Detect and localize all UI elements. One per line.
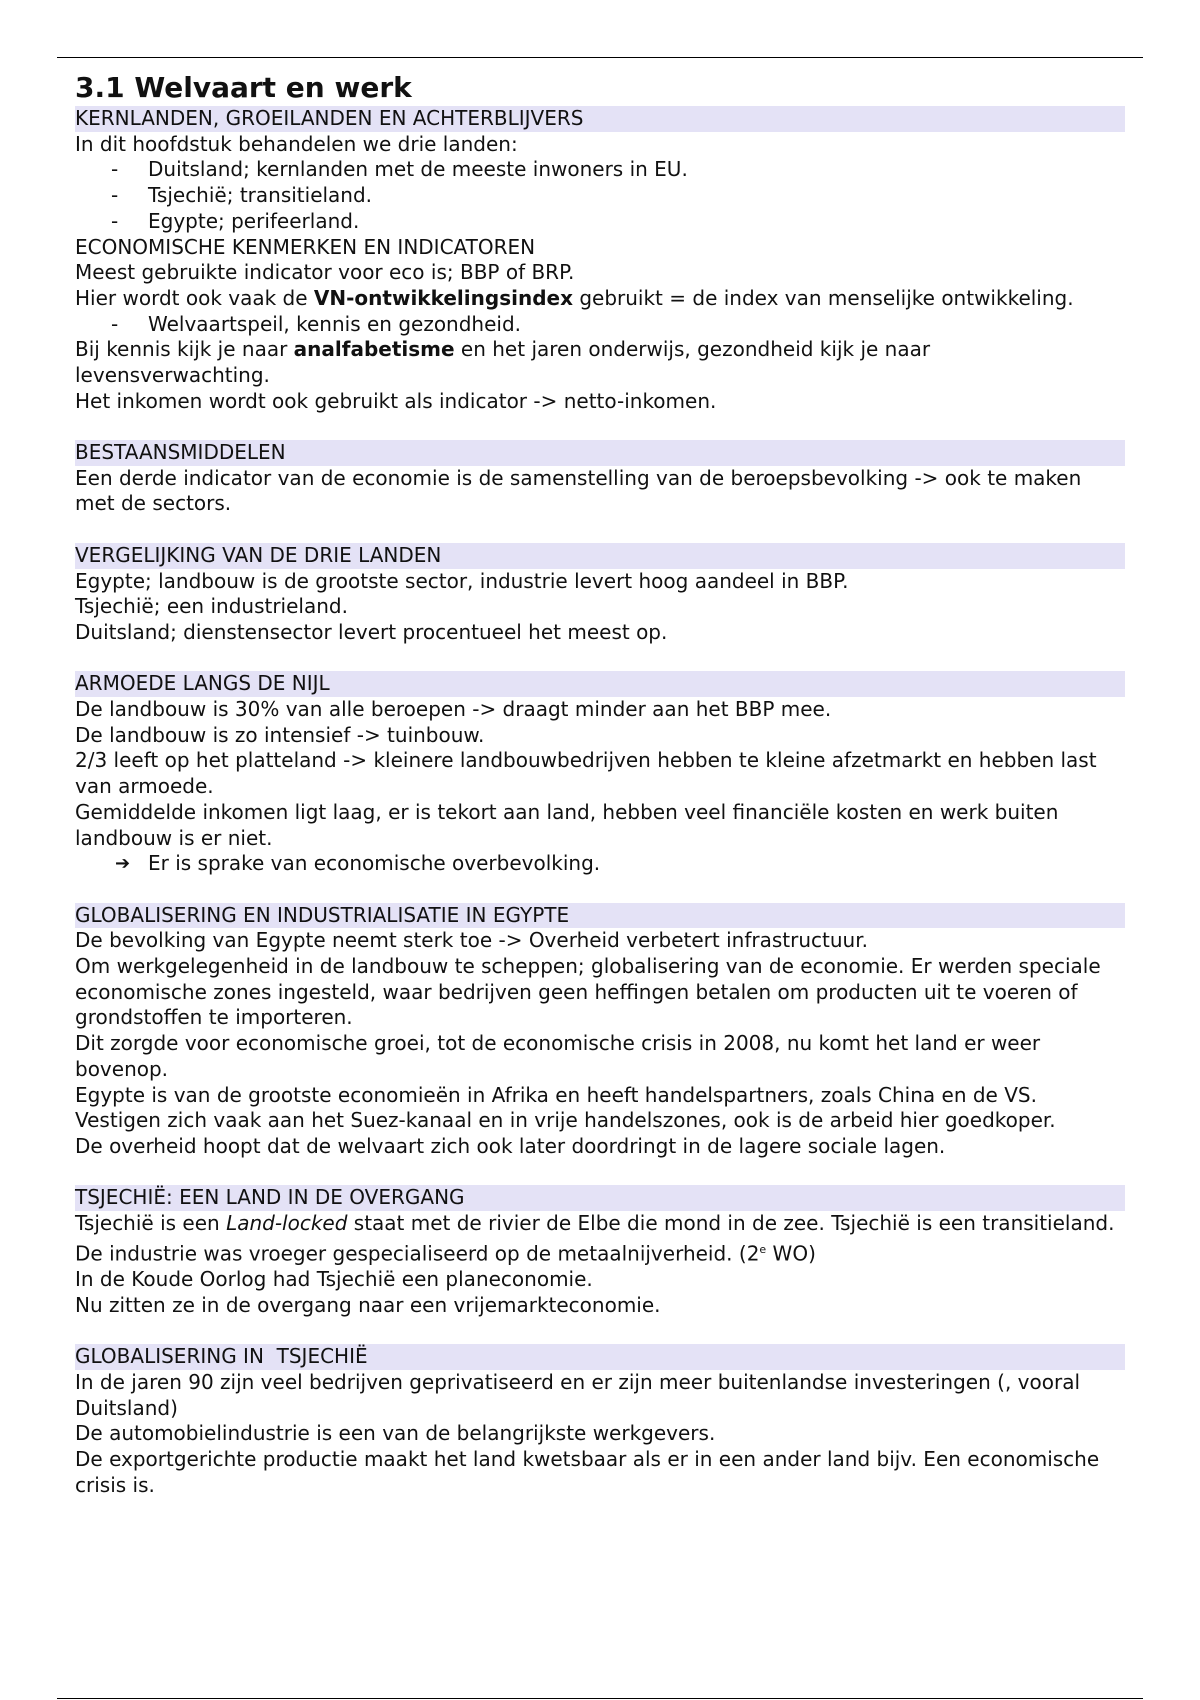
paragraph: De landbouw is zo intensief -> tuinbouw. xyxy=(75,722,485,747)
paragraph: 2/3 leeft op het platteland -> kleinere landbouwbedrijven hebben te kleine afzetmarkt en hebben last van armoede. xyxy=(75,748,1097,799)
list-item: - Egypte; perifeerland. xyxy=(111,208,360,233)
paragraph: Nu zitten ze in de overgang naar een vrijemarkteconomie. xyxy=(75,1292,661,1317)
paragraph: Bij kennis kijk je naar analfabetisme en het jaren onderwijs, gezondheid kijk je naar levensverwachting. xyxy=(75,337,931,387)
bottom-rule xyxy=(57,1698,1143,1699)
paragraph: In de jaren 90 zijn veel bedrijven geprivatiseerd en er zijn meer buitenlandse investeringen (, vooral Duitsland) xyxy=(75,1369,1080,1420)
section-heading-globalisering-egypte: GLOBALISERING EN INDUSTRIALISATIE IN EGYPTE xyxy=(75,903,1125,929)
paragraph: In dit hoofdstuk behandelen we drie landen: xyxy=(75,131,518,156)
paragraph: Gemiddelde inkomen ligt laag, er is tekort aan land, hebben veel financiële kosten en werk buiten landbouw is er niet. xyxy=(75,799,1059,850)
paragraph: Egypte is van de grootste economieën in Afrika en heeft handelspartners, zoals China en de VS. xyxy=(75,1082,1037,1107)
italic-term: Land-locked xyxy=(226,1211,348,1236)
paragraph: Tsjechië; een industrieland. xyxy=(75,594,348,619)
paragraph: In de Koude Oorlog had Tsjechië een planeconomie. xyxy=(75,1267,593,1292)
paragraph: Een derde indicator van de economie is de samenstelling van de beroepsbevolking -> ook te maken met de sectors. xyxy=(75,465,1082,516)
arrow-list-item: ➔ Er is sprake van economische overbevolking. xyxy=(115,851,601,876)
section-heading-economische: ECONOMISCHE KENMERKEN EN INDICATOREN xyxy=(75,234,536,259)
paragraph: Het inkomen wordt ook gebruikt als indicator -> netto-inkomen. xyxy=(75,388,717,413)
paragraph: De overheid hoopt dat de welvaart zich ook later doordringt in de lagere sociale lagen. xyxy=(75,1133,946,1158)
list-item: - Duitsland; kernlanden met de meeste inwoners in EU. xyxy=(111,157,688,182)
bullet-list xyxy=(75,157,1125,234)
top-rule xyxy=(57,57,1143,58)
section-heading-kernlanden: KERNLANDEN, GROEILANDEN EN ACHTERBLIJVERS xyxy=(75,106,1125,132)
section-heading-armoede: ARMOEDE LANGS DE NIJL xyxy=(75,671,1125,697)
section-heading-tsjechie: TSJECHIË: EEN LAND IN DE OVERGANG xyxy=(75,1185,1125,1211)
list-item: - Tsjechië; transitieland. xyxy=(111,183,373,208)
paragraph: De landbouw is 30% van alle beroepen -> draagt minder aan het BBP mee. xyxy=(75,697,832,722)
spacer xyxy=(75,414,1125,440)
bold-term: VN-ontwikkelingsindex xyxy=(313,285,573,310)
page-title: 3.1 Welvaart en werk xyxy=(75,71,412,104)
spacer xyxy=(75,1319,1125,1345)
paragraph: Om werkgelegenheid in de landbouw te scheppen; globalisering van de economie. Er werden speciale economische zones ingesteld, waar bedrijven geen heffingen betalen om producten uit te voeren of grondstoffen te importeren. xyxy=(75,954,1101,1030)
paragraph: De bevolking van Egypte neemt sterk toe -> Overheid verbetert infrastructuur. xyxy=(75,928,868,953)
paragraph: Dit zorgde voor economische groei, tot de economische crisis in 2008, nu komt het land er weer bovenop. xyxy=(75,1031,1041,1081)
dash-bullet-icon: - xyxy=(111,157,119,182)
paragraph: De automobielindustrie is een van de belangrijkste werkgevers. xyxy=(75,1421,716,1446)
document-body xyxy=(75,70,1125,1498)
spacer xyxy=(75,877,1125,903)
spacer xyxy=(75,646,1125,672)
paragraph: Egypte; landbouw is de grootste sector, industrie levert hoog aandeel in BBP. xyxy=(75,568,849,593)
dash-bullet-icon: - xyxy=(111,208,119,233)
paragraph: De industrie was vroeger gespecialiseerd op de metaalnijverheid. (2e WO) xyxy=(75,1241,816,1266)
section-heading-globalisering-tsjechie: GLOBALISERING IN TSJECHIË xyxy=(75,1344,1125,1370)
spacer xyxy=(75,1160,1125,1186)
dash-bullet-icon: - xyxy=(111,183,119,208)
paragraph: Hier wordt ook vaak de VN-ontwikkelingsindex gebruikt = de index van menselijke ontwikkeling. xyxy=(75,285,1074,310)
spacer xyxy=(75,517,1125,543)
paragraph: De exportgerichte productie maakt het land kwetsbaar als er in een ander land bijv. Een economische crisis is. xyxy=(75,1447,1100,1497)
arrow-right-icon: ➔ xyxy=(115,853,131,875)
paragraph: Tsjechië is een Land-locked staat met de rivier de Elbe die mond in de zee. Tsjechië is een transitieland. xyxy=(75,1211,1115,1236)
paragraph: Duitsland; dienstensector levert procentueel het meest op. xyxy=(75,619,668,644)
bullet-list xyxy=(75,312,1125,338)
section-heading-bestaansmiddelen: BESTAANSMIDDELEN xyxy=(75,440,1125,466)
section-heading-vergelijking: VERGELIJKING VAN DE DRIE LANDEN xyxy=(75,543,1125,569)
superscript: e xyxy=(759,1242,767,1256)
list-item: - Welvaartspeil, kennis en gezondheid. xyxy=(111,311,522,336)
paragraph: Meest gebruikte indicator voor eco is; BBP of BRP. xyxy=(75,260,575,285)
bold-term: analfabetisme xyxy=(293,337,455,362)
dash-bullet-icon: - xyxy=(111,311,119,336)
paragraph: Vestigen zich vaak aan het Suez-kanaal en in vrije handelszones, ook is de arbeid hier goedkoper. xyxy=(75,1108,1056,1133)
